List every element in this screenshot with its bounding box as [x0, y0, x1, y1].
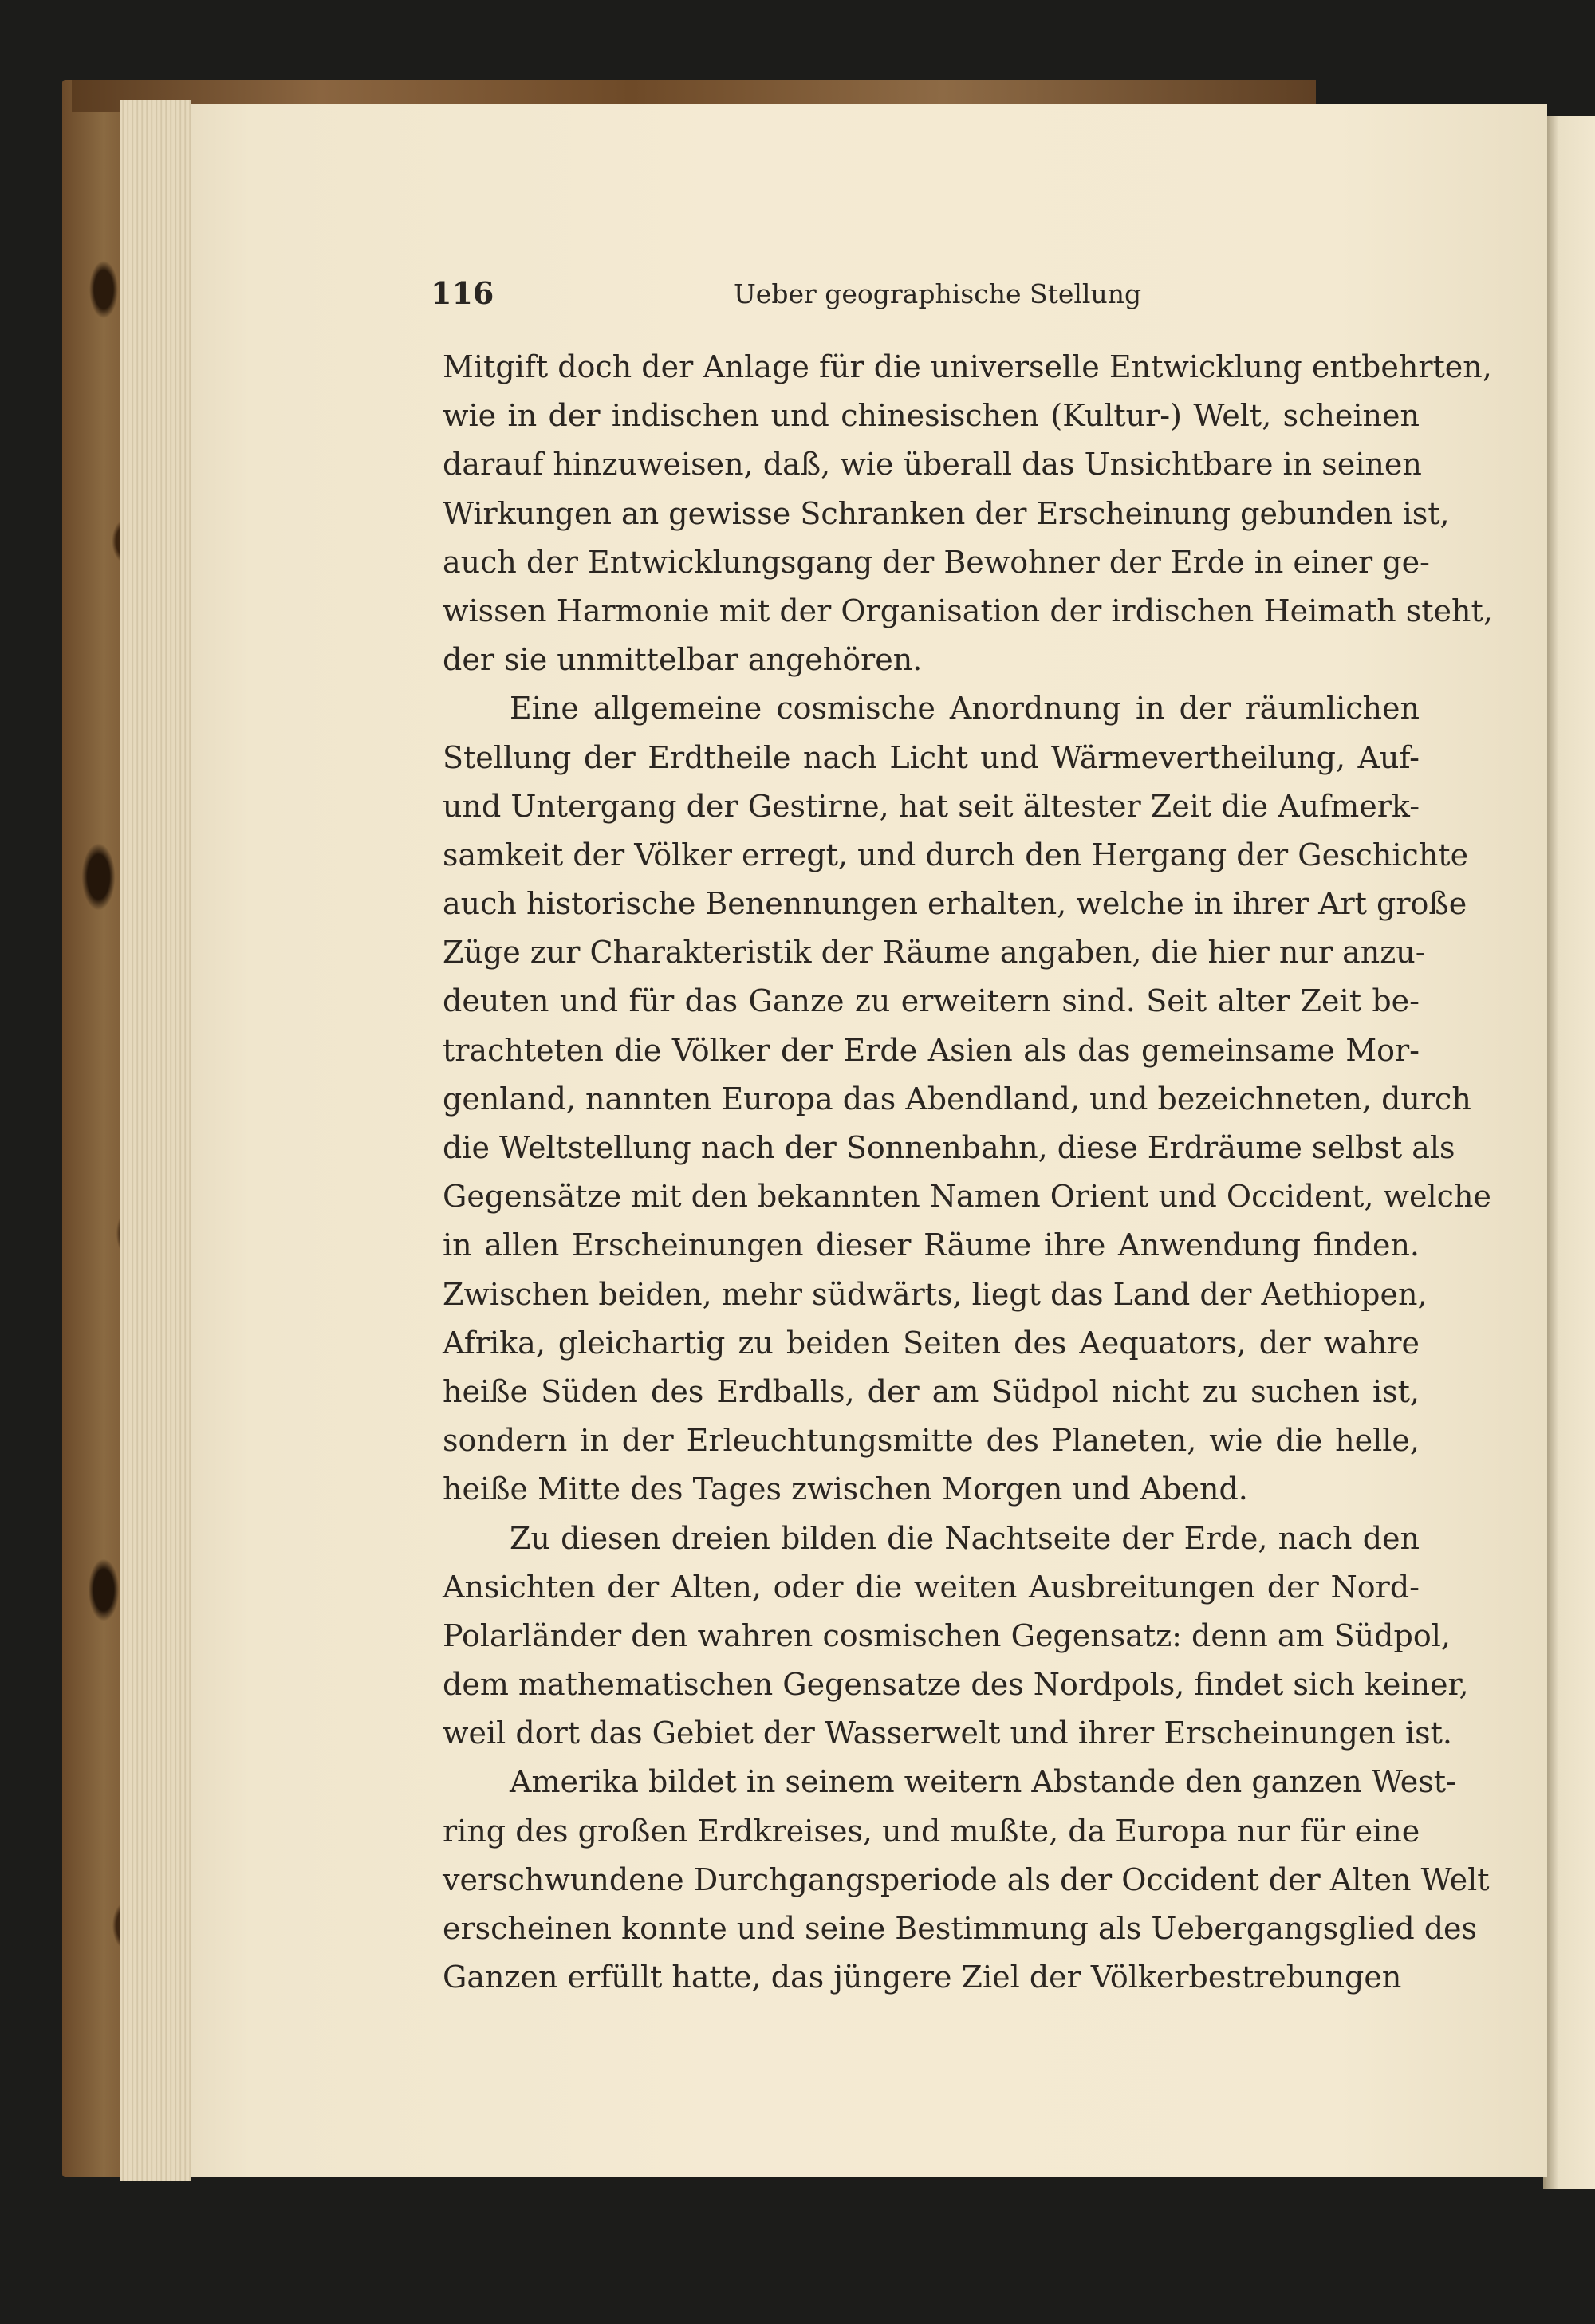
- text-line: auch der Entwicklungsgang der Bewohner der Erde in einer ge-: [443, 544, 1430, 580]
- text-line: weil dort das Gebiet der Wasserwelt und ihrer Erscheinungen ist.: [443, 1715, 1452, 1751]
- text-line: Wirkungen an gewisse Schranken der Erscheinung gebunden ist,: [443, 495, 1450, 531]
- text-line: Zu diesen dreien bilden die Nachtseite der Erde, nach den: [510, 1520, 1420, 1556]
- paragraph: [443, 343, 1493, 684]
- text-line: heiße Mitte des Tages zwischen Morgen und Abend.: [443, 1471, 1248, 1507]
- text-line: Züge zur Charakteristik der Räume angaben, die hier nur anzu-: [443, 935, 1426, 971]
- paragraph: [443, 684, 1491, 1514]
- text-line: Stellung der Erdtheile nach Licht und Wärmevertheilung, Auf-: [443, 739, 1420, 775]
- text-line: Amerika bildet in seinem weitern Abstande den ganzen West-: [510, 1764, 1456, 1800]
- text-line: sondern in der Erleuchtungsmitte des Planeten, wie die helle,: [443, 1423, 1420, 1459]
- text-line: Eine allgemeine cosmische Anordnung in der räumlichen: [510, 691, 1420, 727]
- text-line: genland, nannten Europa das Abendland, und bezeichneten, durch: [443, 1081, 1471, 1117]
- text-line: und Untergang der Gestirne, hat seit ältester Zeit die Aufmerk-: [443, 788, 1420, 824]
- running-head: Ueber geographische Stellung: [734, 278, 1142, 309]
- text-line: Ansichten der Alten, oder die weiten Ausbreitungen der Nord-: [443, 1569, 1420, 1605]
- text-line: Polarländer den wahren cosmischen Gegensatz: denn am Südpol,: [443, 1617, 1451, 1653]
- page-block-edges: [120, 100, 191, 2181]
- text-line: die Weltstellung nach der Sonnenbahn, diese Erdräume selbst als: [443, 1130, 1455, 1165]
- text-line: dem mathematischen Gegensatze des Nordpols, findet sich keiner,: [443, 1667, 1469, 1703]
- page-header: [431, 275, 1428, 315]
- text-line: verschwundene Durchgangsperiode als der Occident der Alten Welt: [443, 1861, 1490, 1897]
- text-line: samkeit der Völker erregt, und durch den Hergang der Geschichte: [443, 837, 1469, 872]
- text-line: erscheinen konnte und seine Bestimmung als Uebergangsglied des: [443, 1911, 1478, 1946]
- text-line: heiße Süden des Erdballs, der am Südpol nicht zu suchen ist,: [443, 1373, 1420, 1409]
- body-text: [443, 343, 1493, 2002]
- text-line: Gegensätze mit den bekannten Namen Orient und Occident, welche: [443, 1179, 1491, 1215]
- text-line: wie in der indischen und chinesischen (Kultur-) Welt, scheinen: [443, 398, 1420, 434]
- text-line: auch historische Benennungen erhalten, welche in ihrer Art große: [443, 886, 1467, 922]
- text-line: Zwischen beiden, mehr südwärts, liegt das Land der Aethiopen,: [443, 1276, 1428, 1312]
- page-number: 116: [431, 275, 494, 311]
- text-line: Ganzen erfüllt hatte, das jüngere Ziel der Völkerbestrebungen: [443, 1960, 1402, 1995]
- text-line: ring des großen Erdkreises, und mußte, da Europa nur für eine: [443, 1813, 1420, 1849]
- facing-page-edge: [1543, 116, 1595, 2189]
- paragraph: [443, 1515, 1469, 1759]
- text-line: darauf hinzuweisen, daß, wie überall das Unsichtbare in seinen: [443, 447, 1422, 483]
- text-line: der sie unmittelbar angehören.: [443, 642, 923, 678]
- text-line: in allen Erscheinungen dieser Räume ihre Anwendung finden.: [443, 1227, 1420, 1263]
- text-line: Mitgift doch der Anlage für die universelle Entwicklung entbehrten,: [443, 349, 1492, 384]
- text-line: trachteten die Völker der Erde Asien als das gemeinsame Mor-: [443, 1032, 1420, 1068]
- text-line: deuten und für das Ganze zu erweitern sind. Seit alter Zeit be-: [443, 983, 1420, 1019]
- paragraph: [443, 1758, 1490, 2002]
- text-line: Afrika, gleichartig zu beiden Seiten des Aequators, der wahre: [443, 1325, 1420, 1361]
- text-line: wissen Harmonie mit der Organisation der irdischen Heimath steht,: [443, 593, 1493, 628]
